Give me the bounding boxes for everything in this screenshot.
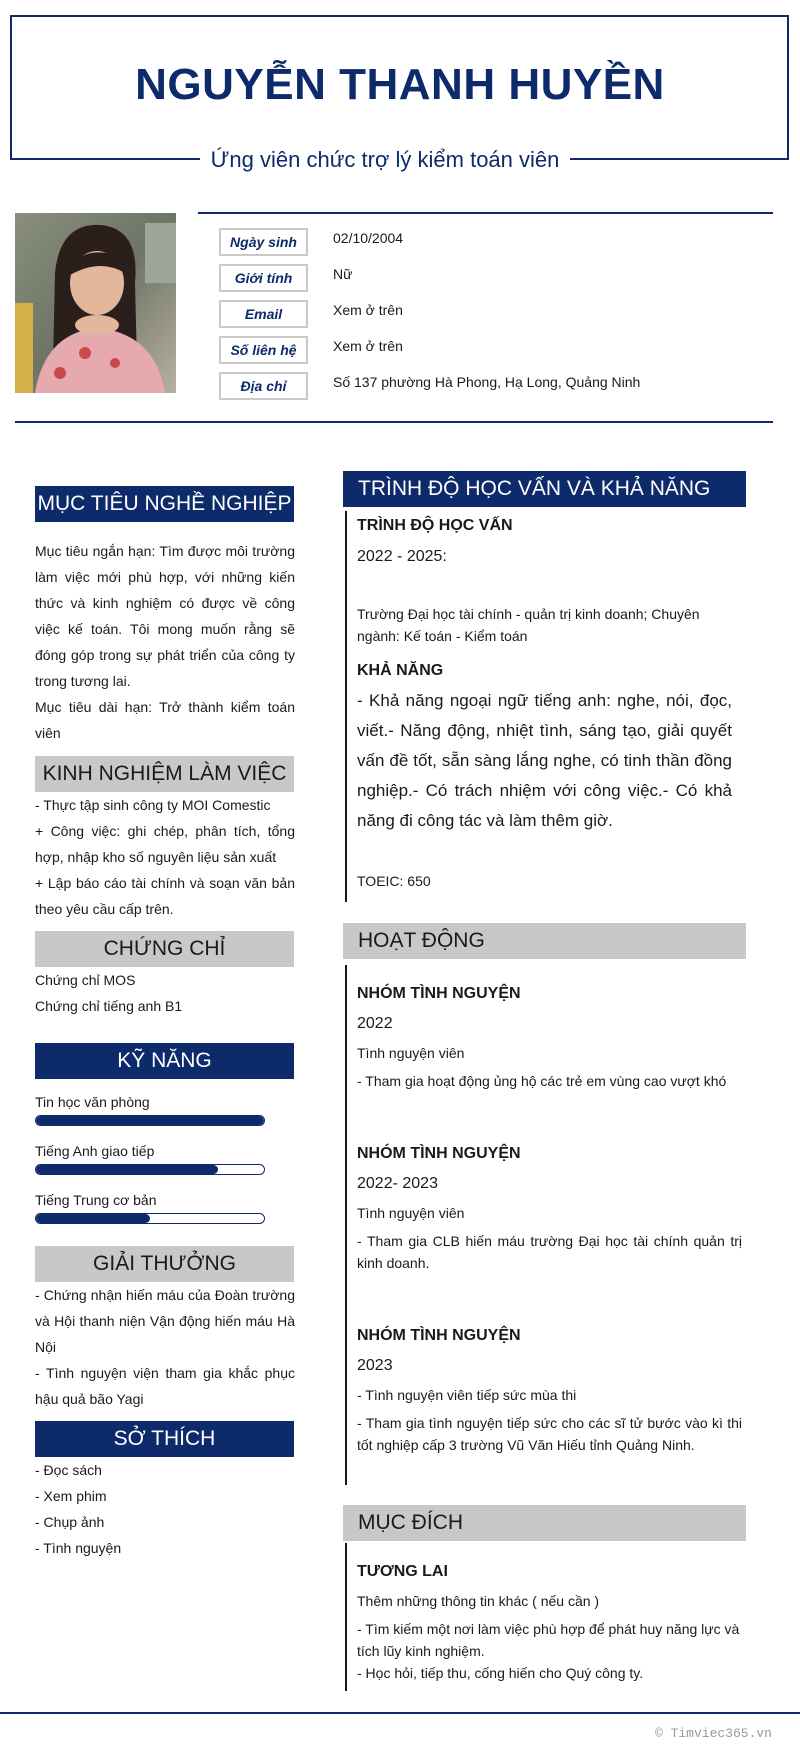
toeic-score: TOEIC: 650 bbox=[357, 873, 431, 889]
hobbies-heading: SỞ THÍCH bbox=[35, 1421, 294, 1457]
activity-org: NHÓM TÌNH NGUYỆN bbox=[357, 1145, 521, 1162]
info-row-dob bbox=[219, 228, 779, 258]
hobbies-list bbox=[35, 1457, 295, 1561]
info-bottom-divider bbox=[15, 421, 773, 423]
skill-label: Tin học văn phòng bbox=[35, 1094, 150, 1110]
hobby-item: - Chụp ảnh bbox=[35, 1514, 105, 1530]
experience-line: - Thực tập sinh công ty MOI Comestic bbox=[35, 797, 271, 813]
info-value: Số 137 phường Hà Phong, Hạ Long, Quảng Ninh bbox=[333, 374, 641, 390]
info-row-gender bbox=[219, 264, 779, 294]
skill-label: Tiếng Anh giao tiếp bbox=[35, 1143, 155, 1159]
education-timeline-line bbox=[345, 511, 347, 902]
info-label: Địa chỉ bbox=[219, 372, 308, 400]
purpose-subtitle: TƯƠNG LAI bbox=[357, 1563, 448, 1580]
awards-list bbox=[35, 1282, 295, 1412]
activity-role: Tình nguyện viên bbox=[357, 1205, 465, 1221]
experience-line: + Công việc: ghi chép, phân tích, tổng hợp, nhập kho số nguyên liệu sản xuất bbox=[35, 823, 295, 865]
ability-text: - Khả năng ngoại ngữ tiếng anh: nghe, nói, đọc, viết.- Năng động, nhiệt tình, sáng tạo, giải quyết vấn đề tốt, sẵn sàng lắng nghe, có tinh thần đồng nghiệp.- Có trách nhiệm với công việc.- Có khả năng đi công tác và làm thêm giờ. bbox=[357, 691, 732, 830]
award-item: - Chứng nhận hiến máu của Đoàn trường và Hội thanh niện Vận động hiến máu Hà Nội bbox=[35, 1287, 295, 1355]
info-label: Giới tính bbox=[219, 264, 308, 292]
objective-short: Mục tiêu ngắn hạn: Tìm được môi trường làm việc mới phù hợp, với những kiến thức và kinh nghiệm có được về công việc kế toán. Tôi mong muốn rằng sẽ đóng góp trong sự phát triển của công ty trong tương lai. bbox=[35, 543, 295, 689]
skill-bar bbox=[35, 1164, 265, 1175]
experience-list bbox=[35, 792, 295, 922]
skills-heading: KỸ NĂNG bbox=[35, 1043, 294, 1079]
certificates-heading: CHỨNG CHỈ bbox=[35, 931, 294, 967]
candidate-name: NGUYỄN THANH HUYỀN bbox=[135, 60, 665, 109]
activity-org: NHÓM TÌNH NGUYỆN bbox=[357, 1327, 521, 1344]
activities-timeline-line bbox=[345, 965, 347, 1485]
purpose-line: - Học hỏi, tiếp thu, cống hiến cho Quý công ty. bbox=[357, 1665, 644, 1681]
watermark: © Timviec365.vn bbox=[654, 1726, 772, 1741]
activity-desc: - Tham gia tình nguyện tiếp sức cho các sĩ tử bước vào kì thi tốt nghiệp cấp 3 trường Vũ Văn Hiếu tỉnh Quảng Ninh. bbox=[357, 1415, 742, 1453]
activity-year: 2022 bbox=[357, 1015, 393, 1032]
purpose-heading: MỤC ĐÍCH bbox=[343, 1505, 746, 1541]
education-years: 2022 - 2025: bbox=[357, 548, 447, 565]
objective-long: Mục tiêu dài hạn: Trở thành kiểm toán viên bbox=[35, 699, 295, 741]
subtitle-wrap bbox=[200, 145, 570, 175]
info-row-address bbox=[219, 372, 779, 402]
activity-desc: - Tham gia hoạt động ủng hộ các trẻ em vùng cao vượt khó bbox=[357, 1073, 727, 1089]
info-value: Xem ở trên bbox=[333, 302, 403, 318]
hobby-item: - Đọc sách bbox=[35, 1462, 102, 1478]
purpose-timeline-line bbox=[345, 1543, 347, 1691]
award-item: - Tình nguyện viện tham gia khắc phục hậu quả bão Yagi bbox=[35, 1365, 295, 1407]
activity-year: 2022- 2023 bbox=[357, 1175, 438, 1192]
certificates-list bbox=[35, 967, 295, 1019]
info-row-phone bbox=[219, 336, 779, 366]
purpose-line: - Tìm kiếm một nơi làm việc phù hợp để phát huy năng lực và tích lũy kinh nghiệm. bbox=[357, 1621, 740, 1659]
info-value: Nữ bbox=[333, 266, 353, 282]
skill-bar bbox=[35, 1213, 265, 1224]
activity-desc: - Tham gia CLB hiến máu trường Đại học tài chính quản trị kinh doanh. bbox=[357, 1233, 742, 1271]
info-value: 02/10/2004 bbox=[333, 230, 404, 246]
activity-role: Tình nguyện viên bbox=[357, 1045, 465, 1061]
skill-fill bbox=[36, 1214, 150, 1223]
certificate-item: Chứng chỉ MOS bbox=[35, 972, 136, 988]
activity-role: - Tình nguyện viên tiếp sức mùa thi bbox=[357, 1387, 577, 1403]
education-heading: TRÌNH ĐỘ HỌC VẤN VÀ KHẢ NĂNG bbox=[343, 471, 746, 507]
education-school: Trường Đại học tài chính - quản trị kinh doanh; Chuyên ngành: Kế toán - Kiểm toán bbox=[357, 606, 700, 644]
experience-heading: KINH NGHIỆM LÀM VIỆC bbox=[35, 756, 294, 792]
skill-label: Tiếng Trung cơ bản bbox=[35, 1192, 157, 1208]
portrait-photo bbox=[15, 213, 176, 393]
skill-fill bbox=[36, 1116, 264, 1125]
info-label: Email bbox=[219, 300, 308, 328]
awards-heading: GIẢI THƯỞNG bbox=[35, 1246, 294, 1282]
experience-line: + Lập báo cáo tài chính và soạn văn bản theo yêu cầu cấp trên. bbox=[35, 875, 295, 917]
info-label: Số liên hệ bbox=[219, 336, 308, 364]
candidate-subtitle: Ứng viên chức trợ lý kiểm toán viên bbox=[210, 147, 560, 172]
activities-heading: HOẠT ĐỘNG bbox=[343, 923, 746, 959]
info-value: Xem ở trên bbox=[333, 338, 403, 354]
purpose-note: Thêm những thông tin khác ( nếu cần ) bbox=[357, 1593, 600, 1609]
info-row-email bbox=[219, 300, 779, 330]
footer-divider bbox=[0, 1712, 800, 1714]
skill-fill bbox=[36, 1165, 218, 1174]
activity-year: 2023 bbox=[357, 1357, 393, 1374]
ability-subtitle: KHẢ NĂNG bbox=[357, 662, 444, 679]
activity-org: NHÓM TÌNH NGUYỆN bbox=[357, 985, 521, 1002]
certificate-item: Chứng chỉ tiếng anh B1 bbox=[35, 998, 183, 1014]
skill-bar bbox=[35, 1115, 265, 1126]
info-top-divider bbox=[198, 212, 773, 214]
education-subtitle: TRÌNH ĐỘ HỌC VẤN bbox=[357, 517, 513, 534]
info-label: Ngày sinh bbox=[219, 228, 308, 256]
hobby-item: - Tình nguyện bbox=[35, 1540, 122, 1556]
hobby-item: - Xem phim bbox=[35, 1488, 107, 1504]
objective-heading: MỤC TIÊU NGHỀ NGHIỆP bbox=[35, 486, 294, 522]
